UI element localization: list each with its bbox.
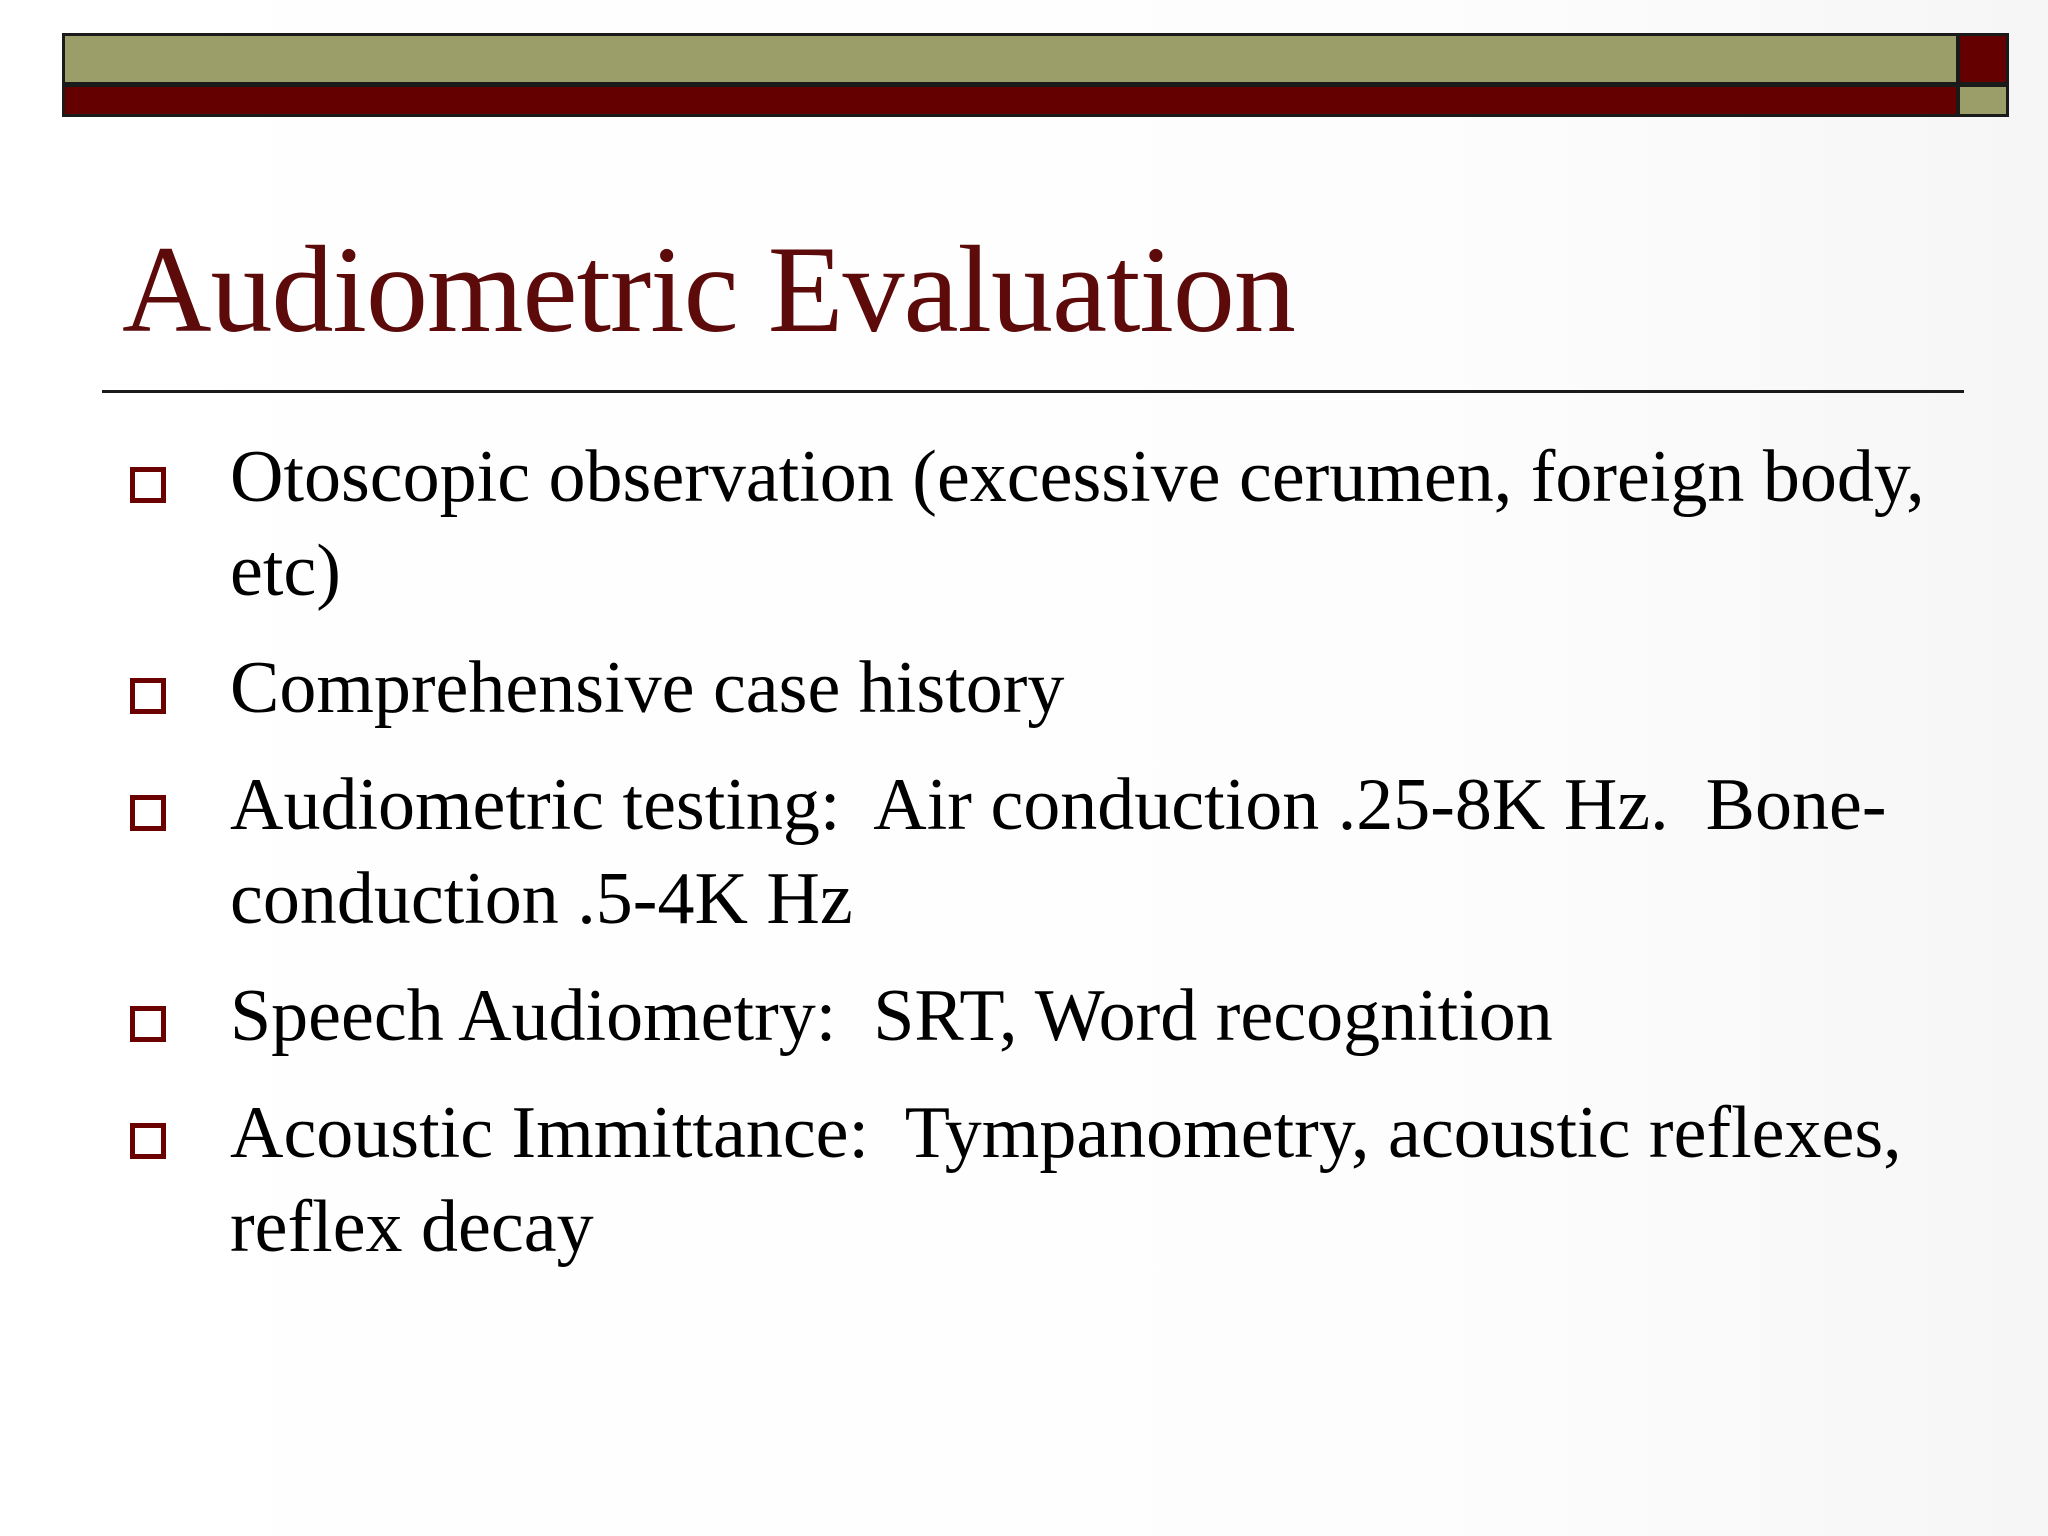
- bullet-text: Acoustic Immittance: Tympanometry, acoustic reflexes, reflex decay: [230, 1092, 1921, 1268]
- bullet-text: Speech Audiometry: SRT, Word recognition: [230, 975, 1553, 1057]
- bullet-text: Otoscopic observation (excessive cerumen, foreign body, etc): [230, 436, 1944, 612]
- bullet-item-otoscopic: [122, 430, 1942, 618]
- bullet-item-case-history: [122, 641, 1942, 735]
- header-corner-olive-square: [1957, 84, 2009, 117]
- hollow-square-bullet-icon: [130, 1006, 166, 1042]
- bullet-text: Audiometric testing: Air conduction .25-8K Hz. Bone-conduction .5-4K Hz: [230, 764, 1887, 940]
- slide-title: Audiometric Evaluation: [122, 221, 1295, 358]
- hollow-square-bullet-icon: [130, 795, 166, 831]
- hollow-square-bullet-icon: [130, 678, 166, 714]
- header-maroon-band: [62, 84, 1959, 117]
- hollow-square-bullet-icon: [130, 467, 166, 503]
- header-corner-maroon-square: [1957, 33, 2009, 85]
- hollow-square-bullet-icon: [130, 1123, 166, 1159]
- title-divider: [102, 390, 1964, 393]
- bullet-item-audiometric-testing: [122, 758, 1942, 946]
- bullet-item-speech-audiometry: [122, 969, 1942, 1063]
- bullet-list: [122, 430, 1942, 1297]
- bullet-item-acoustic-immittance: [122, 1086, 1942, 1274]
- header-olive-band: [62, 33, 1959, 85]
- bullet-text: Comprehensive case history: [230, 647, 1065, 729]
